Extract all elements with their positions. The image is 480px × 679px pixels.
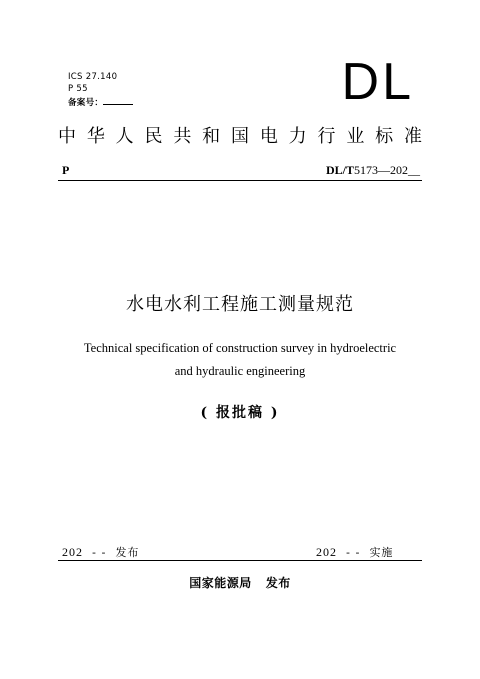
- category-code: P: [62, 163, 70, 177]
- issue-dash: - -: [92, 546, 107, 559]
- issue-year: 202: [62, 545, 83, 559]
- ics-code: ICS 27.140: [68, 72, 118, 82]
- implementation-date: [316, 544, 393, 560]
- bottom-divider: [58, 560, 422, 561]
- issue-date: [62, 544, 139, 560]
- impl-year: 202: [316, 545, 337, 559]
- standard-number: [326, 163, 420, 178]
- top-divider: [58, 180, 422, 181]
- title-english-line1: Technical specification of construction survey in hydroelectric: [83, 341, 397, 355]
- organization-title: 中华人民共和国电力行业标准: [58, 126, 422, 147]
- impl-label: 实施: [369, 546, 394, 559]
- record-label: 备案号：: [68, 98, 104, 108]
- record-blank: [103, 95, 133, 105]
- issue-label: 发布: [115, 546, 140, 559]
- record-number: [68, 95, 133, 109]
- standard-prefix: DL/T: [325, 163, 354, 177]
- dl-logo: DL: [341, 53, 414, 111]
- impl-dash: - -: [346, 546, 361, 559]
- title-chinese: 水电水利工程施工测量规范: [126, 294, 354, 315]
- title-english-line2: and hydraulic engineering: [174, 364, 306, 378]
- draft-status: ( 报批稿 ): [200, 405, 280, 421]
- standard-rest: 5173—202__: [354, 163, 420, 177]
- issuing-authority: 国家能源局 发布: [189, 576, 291, 590]
- class-code: P 55: [68, 84, 88, 94]
